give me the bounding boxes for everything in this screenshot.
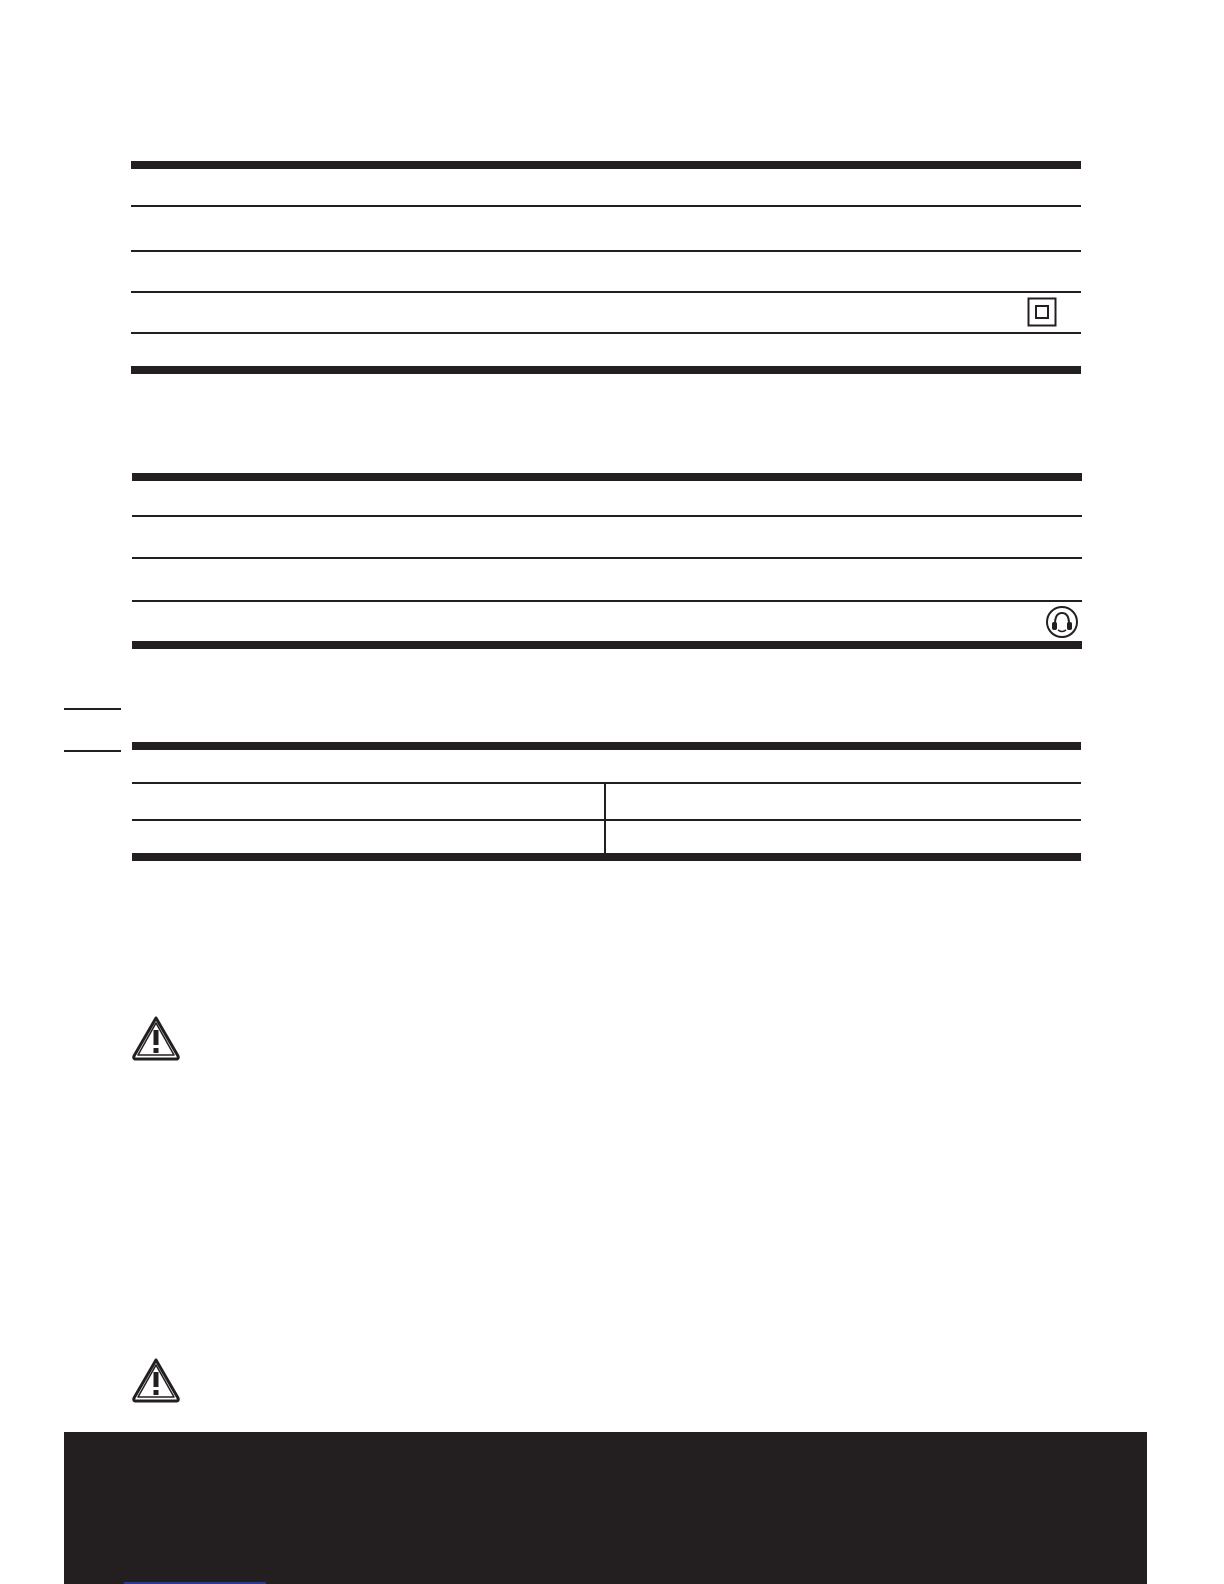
table-row-divider — [132, 600, 1082, 602]
table-row-divider — [131, 205, 1081, 207]
table-top-rule — [132, 742, 1081, 750]
table-row-divider — [132, 819, 1081, 821]
table-row-divider — [131, 291, 1081, 293]
footer-band — [64, 1432, 1147, 1584]
warning-triangle-icon — [131, 1015, 181, 1061]
ear-protection-icon — [1045, 605, 1079, 639]
table-bottom-rule — [132, 853, 1081, 861]
table-bottom-rule — [131, 366, 1081, 374]
section-marker-rule — [64, 708, 121, 710]
table-row-divider — [132, 557, 1082, 559]
table-row-divider — [132, 515, 1082, 517]
double-insulation-icon — [1027, 297, 1057, 327]
table-row-divider — [131, 332, 1081, 334]
table-top-rule — [132, 473, 1082, 481]
table-column-divider — [604, 784, 606, 854]
warning-triangle-icon — [131, 1357, 181, 1403]
table-row-divider — [132, 782, 1081, 784]
table-top-rule — [131, 161, 1081, 169]
table-bottom-rule — [132, 641, 1082, 649]
section-marker-rule — [64, 750, 121, 752]
table-row-divider — [131, 250, 1081, 252]
